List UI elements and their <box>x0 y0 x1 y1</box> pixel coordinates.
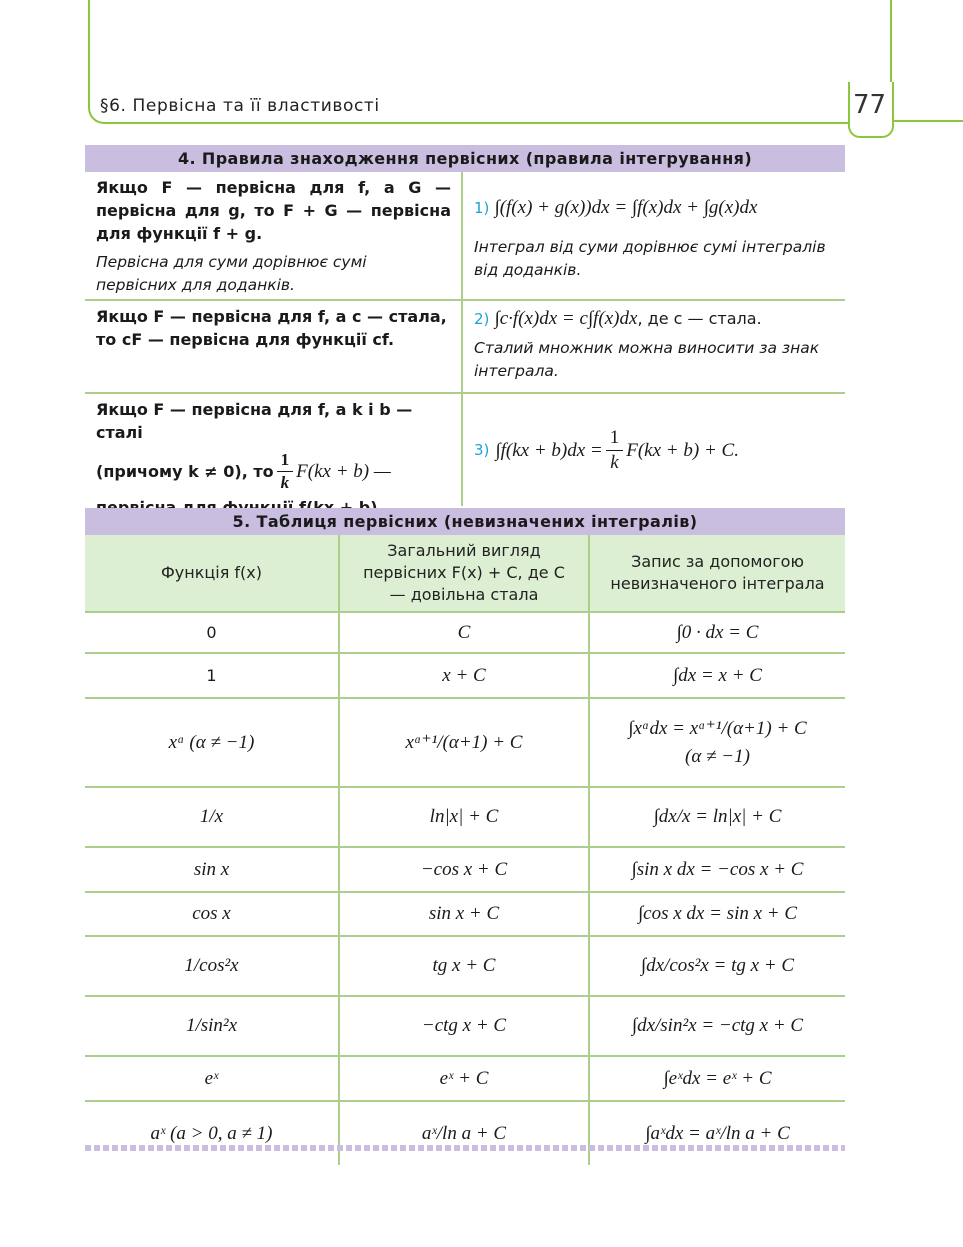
rule-linear-text-b: (причому k ≠ 0), то <box>96 461 274 481</box>
row-9-function: aˣ (a > 0, a ≠ 1) <box>85 1102 340 1165</box>
table-row <box>85 848 845 893</box>
rule-const-text: Якщо F — первісна для f, а c — стала, то cF — первісна для функції cf. <box>96 307 447 349</box>
row-8-antiderivative: eˣ + C <box>340 1057 590 1100</box>
rule-sum-note: Первісна для суми дорівнює сумі первісних для доданків. <box>96 253 367 294</box>
row-9-integral: ∫aˣdx = aˣ/ln a + C <box>645 1122 790 1144</box>
table-header-row <box>85 535 845 613</box>
row-2-integral: ∫xᵅdx = xᵅ⁺¹/(α+1) + C <box>628 718 807 739</box>
rule-linear-left <box>85 394 463 506</box>
rule-sum-right <box>463 172 845 299</box>
table-row <box>85 788 845 848</box>
rule-row-const <box>85 301 845 394</box>
antiderivative-table-title: 5. Таблиця первісних (невизначених інтегралів) <box>85 508 845 535</box>
row-4-function: sin x <box>85 848 340 891</box>
row-8-integral: ∫eˣdx = eˣ + C <box>663 1067 772 1089</box>
row-6-function: 1/cos²x <box>85 937 340 995</box>
row-4-antiderivative: −cos x + C <box>340 848 590 891</box>
row-1-integral: ∫dx = x + C <box>673 664 762 686</box>
row-2-integral-condition: (α ≠ −1) <box>685 746 750 767</box>
rule-linear-formula-b: F(kx + b) + C. <box>626 439 739 461</box>
table-row <box>85 997 845 1057</box>
header-general-form: Загальний вигляд первісних F(x) + C, де C — довільна стала <box>340 535 590 611</box>
row-6-integral: ∫dx/cos²x = tg x + C <box>640 955 795 976</box>
rule-row-linear <box>85 394 845 506</box>
row-7-function: 1/sin²x <box>85 997 340 1055</box>
table-bottom-border <box>85 1145 845 1151</box>
rule-linear-formula-den: k <box>610 451 619 473</box>
row-0-integral: ∫0 · dx = C <box>676 621 759 643</box>
row-7-integral: ∫dx/sin²x = −ctg x + C <box>631 1015 804 1036</box>
rule-const-note-right: Сталий множник можна виносити за знак інтеграла. <box>474 339 820 380</box>
rule-linear-fraction <box>277 450 294 492</box>
rule-const-tail: , де c — стала. <box>637 309 762 328</box>
section-title: §6. Первісна та її властивості <box>100 96 380 116</box>
table-row <box>85 893 845 937</box>
row-7-antiderivative: −ctg x + C <box>340 997 590 1055</box>
row-1-function: 1 <box>85 654 340 697</box>
row-4-integral: ∫sin x dx = −cos x + C <box>631 858 804 880</box>
rule-linear-number: 3) <box>474 440 490 459</box>
row-5-integral: ∫cos x dx = sin x + C <box>637 903 798 924</box>
rule-const-number: 2) <box>474 310 490 328</box>
rules-table-title: 4. Правила знаходження первісних (правила інтегрування) <box>85 145 845 172</box>
row-9-antiderivative: aˣ/ln a + C <box>340 1102 590 1165</box>
rule-linear-text-a: Якщо F — первісна для f, а k і b — сталі <box>96 400 413 442</box>
table-row <box>85 613 845 654</box>
row-3-integral: ∫dx/x = ln|x| + C <box>653 806 782 827</box>
rule-const-formula: ∫c·f(x)dx = c∫f(x)dx <box>494 308 638 329</box>
row-1-antiderivative: x + C <box>340 654 590 697</box>
rule-linear-formula-a: ∫f(kx + b)dx = <box>495 439 603 461</box>
row-2-function: xᵅ (α ≠ −1) <box>85 699 340 786</box>
table-row <box>85 1057 845 1102</box>
rule-sum-text: Якщо F — первісна для f, а G — первісна для g, то F + G — первісна для функції f + g. <box>96 178 451 243</box>
row-3-antiderivative: ln|x| + C <box>340 788 590 846</box>
row-0-function: 0 <box>85 613 340 652</box>
rule-const-right <box>463 301 845 392</box>
rule-sum-left <box>85 172 463 299</box>
rule-sum-note-right: Інтеграл від суми дорівнює сумі інтегралів від доданків. <box>474 238 826 279</box>
header-function: Функція f(x) <box>85 535 340 611</box>
header-integral-notation: Запис за допомогою невизначеного інтеграла <box>610 552 825 593</box>
row-3-function: 1/x <box>85 788 340 846</box>
row-5-function: cos x <box>85 893 340 935</box>
rule-const-left <box>85 301 463 392</box>
rule-linear-text-c: F(kx + b) — <box>296 460 391 482</box>
rule-linear-formula-num: 1 <box>606 427 624 451</box>
rule-sum-number: 1) <box>474 199 490 217</box>
antiderivative-table <box>85 508 845 1165</box>
table-row <box>85 654 845 699</box>
row-5-antiderivative: sin x + C <box>340 893 590 935</box>
rule-linear-right <box>463 394 845 506</box>
page-number: 77 <box>853 90 887 120</box>
rule-linear-frac-den: k <box>280 472 290 492</box>
rule-linear-frac-num: 1 <box>277 450 294 472</box>
rules-table <box>85 145 845 506</box>
table-row <box>85 937 845 997</box>
row-6-antiderivative: tg x + C <box>340 937 590 995</box>
row-2-integral-cell <box>590 699 845 786</box>
table-row <box>85 1102 845 1165</box>
rule-linear-formula-frac <box>606 427 624 474</box>
table-row <box>85 699 845 788</box>
rule-row-sum <box>85 172 845 301</box>
row-2-antiderivative: xᵅ⁺¹/(α+1) + C <box>340 699 590 786</box>
row-8-function: eˣ <box>85 1057 340 1100</box>
rule-sum-formula: ∫(f(x) + g(x))dx = ∫f(x)dx + ∫g(x)dx <box>494 197 758 218</box>
row-0-antiderivative: C <box>340 613 590 652</box>
